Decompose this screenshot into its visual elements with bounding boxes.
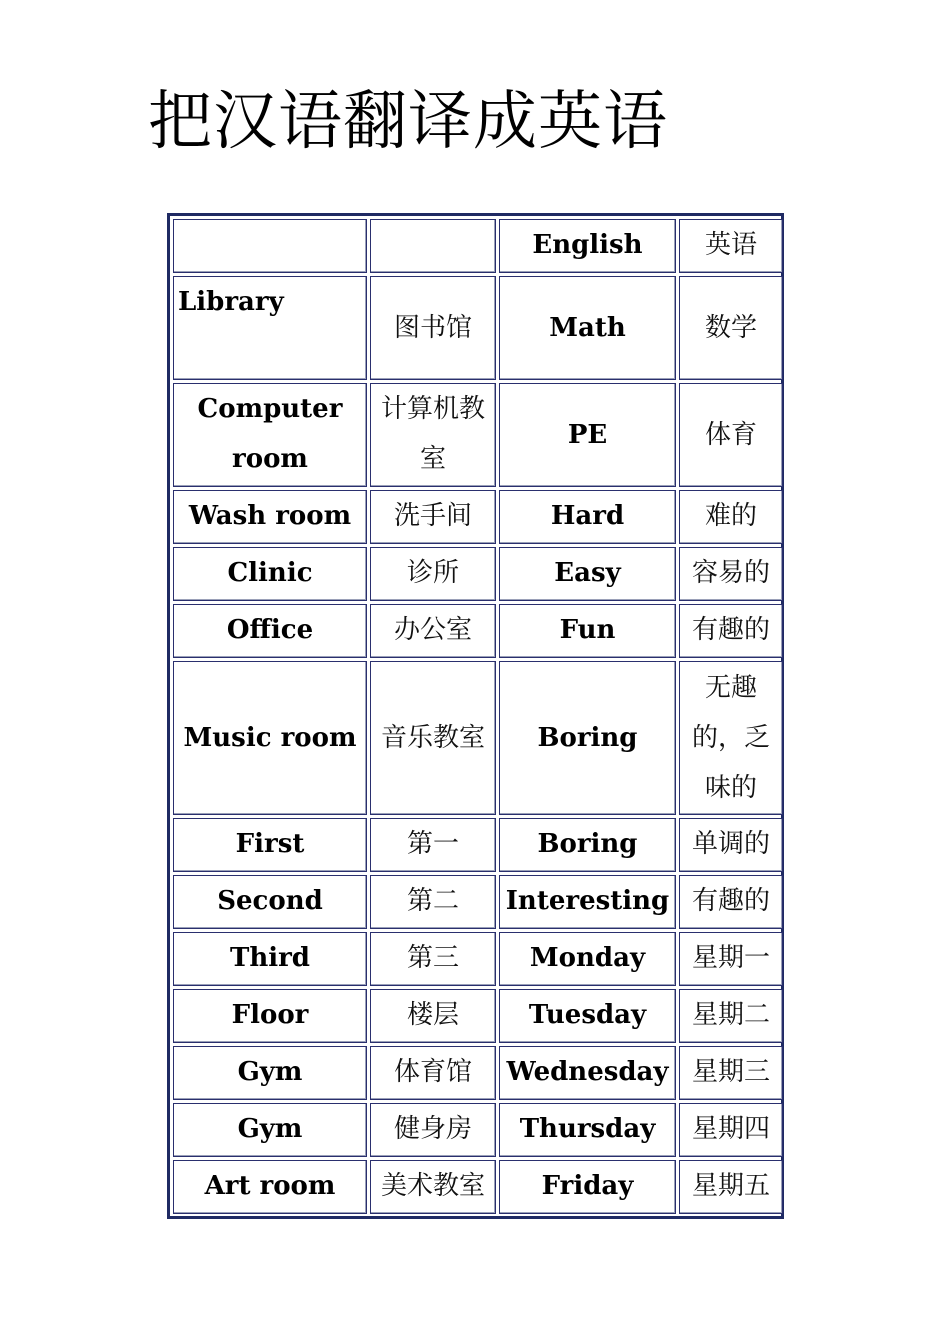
chinese-cell: 楼层 [370, 989, 496, 1043]
chinese-cell: 英语 [679, 219, 783, 273]
chinese-cell: 难的 [679, 490, 783, 544]
english-cell: Monday [499, 932, 676, 986]
english-cell: Third [173, 932, 367, 986]
chinese-cell: 有趣的 [679, 875, 783, 929]
english-cell: Music room [173, 661, 367, 815]
english-cell: Wednesday [499, 1046, 676, 1100]
table-row [173, 661, 783, 815]
chinese-cell: 星期三 [679, 1046, 783, 1100]
english-cell: Friday [499, 1160, 676, 1214]
chinese-cell: 无趣的，乏味的 [679, 661, 783, 815]
english-cell: Computer room [173, 383, 367, 487]
chinese-cell: 数学 [679, 276, 783, 380]
chinese-cell [370, 219, 496, 273]
table-row [173, 276, 783, 380]
chinese-cell: 计算机教室 [370, 383, 496, 487]
chinese-cell: 洗手间 [370, 490, 496, 544]
chinese-cell: 体育馆 [370, 1046, 496, 1100]
table-row [173, 1160, 783, 1214]
english-cell: Interesting [499, 875, 676, 929]
chinese-cell: 星期一 [679, 932, 783, 986]
table-row [173, 875, 783, 929]
english-cell: Floor [173, 989, 367, 1043]
english-cell: Fun [499, 604, 676, 658]
english-cell: PE [499, 383, 676, 487]
english-cell: English [499, 219, 676, 273]
english-cell: Second [173, 875, 367, 929]
english-cell [173, 219, 367, 273]
english-cell: Boring [499, 661, 676, 815]
english-cell: Office [173, 604, 367, 658]
english-cell: Library [173, 276, 367, 380]
table-row [173, 932, 783, 986]
english-cell: Math [499, 276, 676, 380]
chinese-cell: 美术教室 [370, 1160, 496, 1214]
english-cell: Clinic [173, 547, 367, 601]
english-cell: Tuesday [499, 989, 676, 1043]
table-row [173, 1046, 783, 1100]
table-row [173, 1103, 783, 1157]
table-row [173, 490, 783, 544]
chinese-cell: 星期二 [679, 989, 783, 1043]
chinese-cell: 单调的 [679, 818, 783, 872]
vocabulary-table [170, 216, 786, 1217]
chinese-cell: 健身房 [370, 1103, 496, 1157]
chinese-cell: 音乐教室 [370, 661, 496, 815]
table-row [173, 604, 783, 658]
english-cell: Gym [173, 1046, 367, 1100]
table-row [173, 989, 783, 1043]
english-cell: Hard [499, 490, 676, 544]
chinese-cell: 体育 [679, 383, 783, 487]
english-cell: Gym [173, 1103, 367, 1157]
chinese-cell: 第二 [370, 875, 496, 929]
english-cell: Easy [499, 547, 676, 601]
table-row [173, 383, 783, 487]
vocabulary-table-frame [167, 213, 784, 1219]
chinese-cell: 星期五 [679, 1160, 783, 1214]
chinese-cell: 星期四 [679, 1103, 783, 1157]
chinese-cell: 办公室 [370, 604, 496, 658]
table-row [173, 219, 783, 273]
chinese-cell: 有趣的 [679, 604, 783, 658]
table-row [173, 818, 783, 872]
english-cell: Boring [499, 818, 676, 872]
chinese-cell: 诊所 [370, 547, 496, 601]
chinese-cell: 图书馆 [370, 276, 496, 380]
english-cell: First [173, 818, 367, 872]
english-cell: Art room [173, 1160, 367, 1214]
chinese-cell: 第三 [370, 932, 496, 986]
chinese-cell: 第一 [370, 818, 496, 872]
english-cell: Thursday [499, 1103, 676, 1157]
table-row [173, 547, 783, 601]
page-title: 把汉语翻译成英语 [148, 85, 668, 159]
english-cell: Wash room [173, 490, 367, 544]
chinese-cell: 容易的 [679, 547, 783, 601]
